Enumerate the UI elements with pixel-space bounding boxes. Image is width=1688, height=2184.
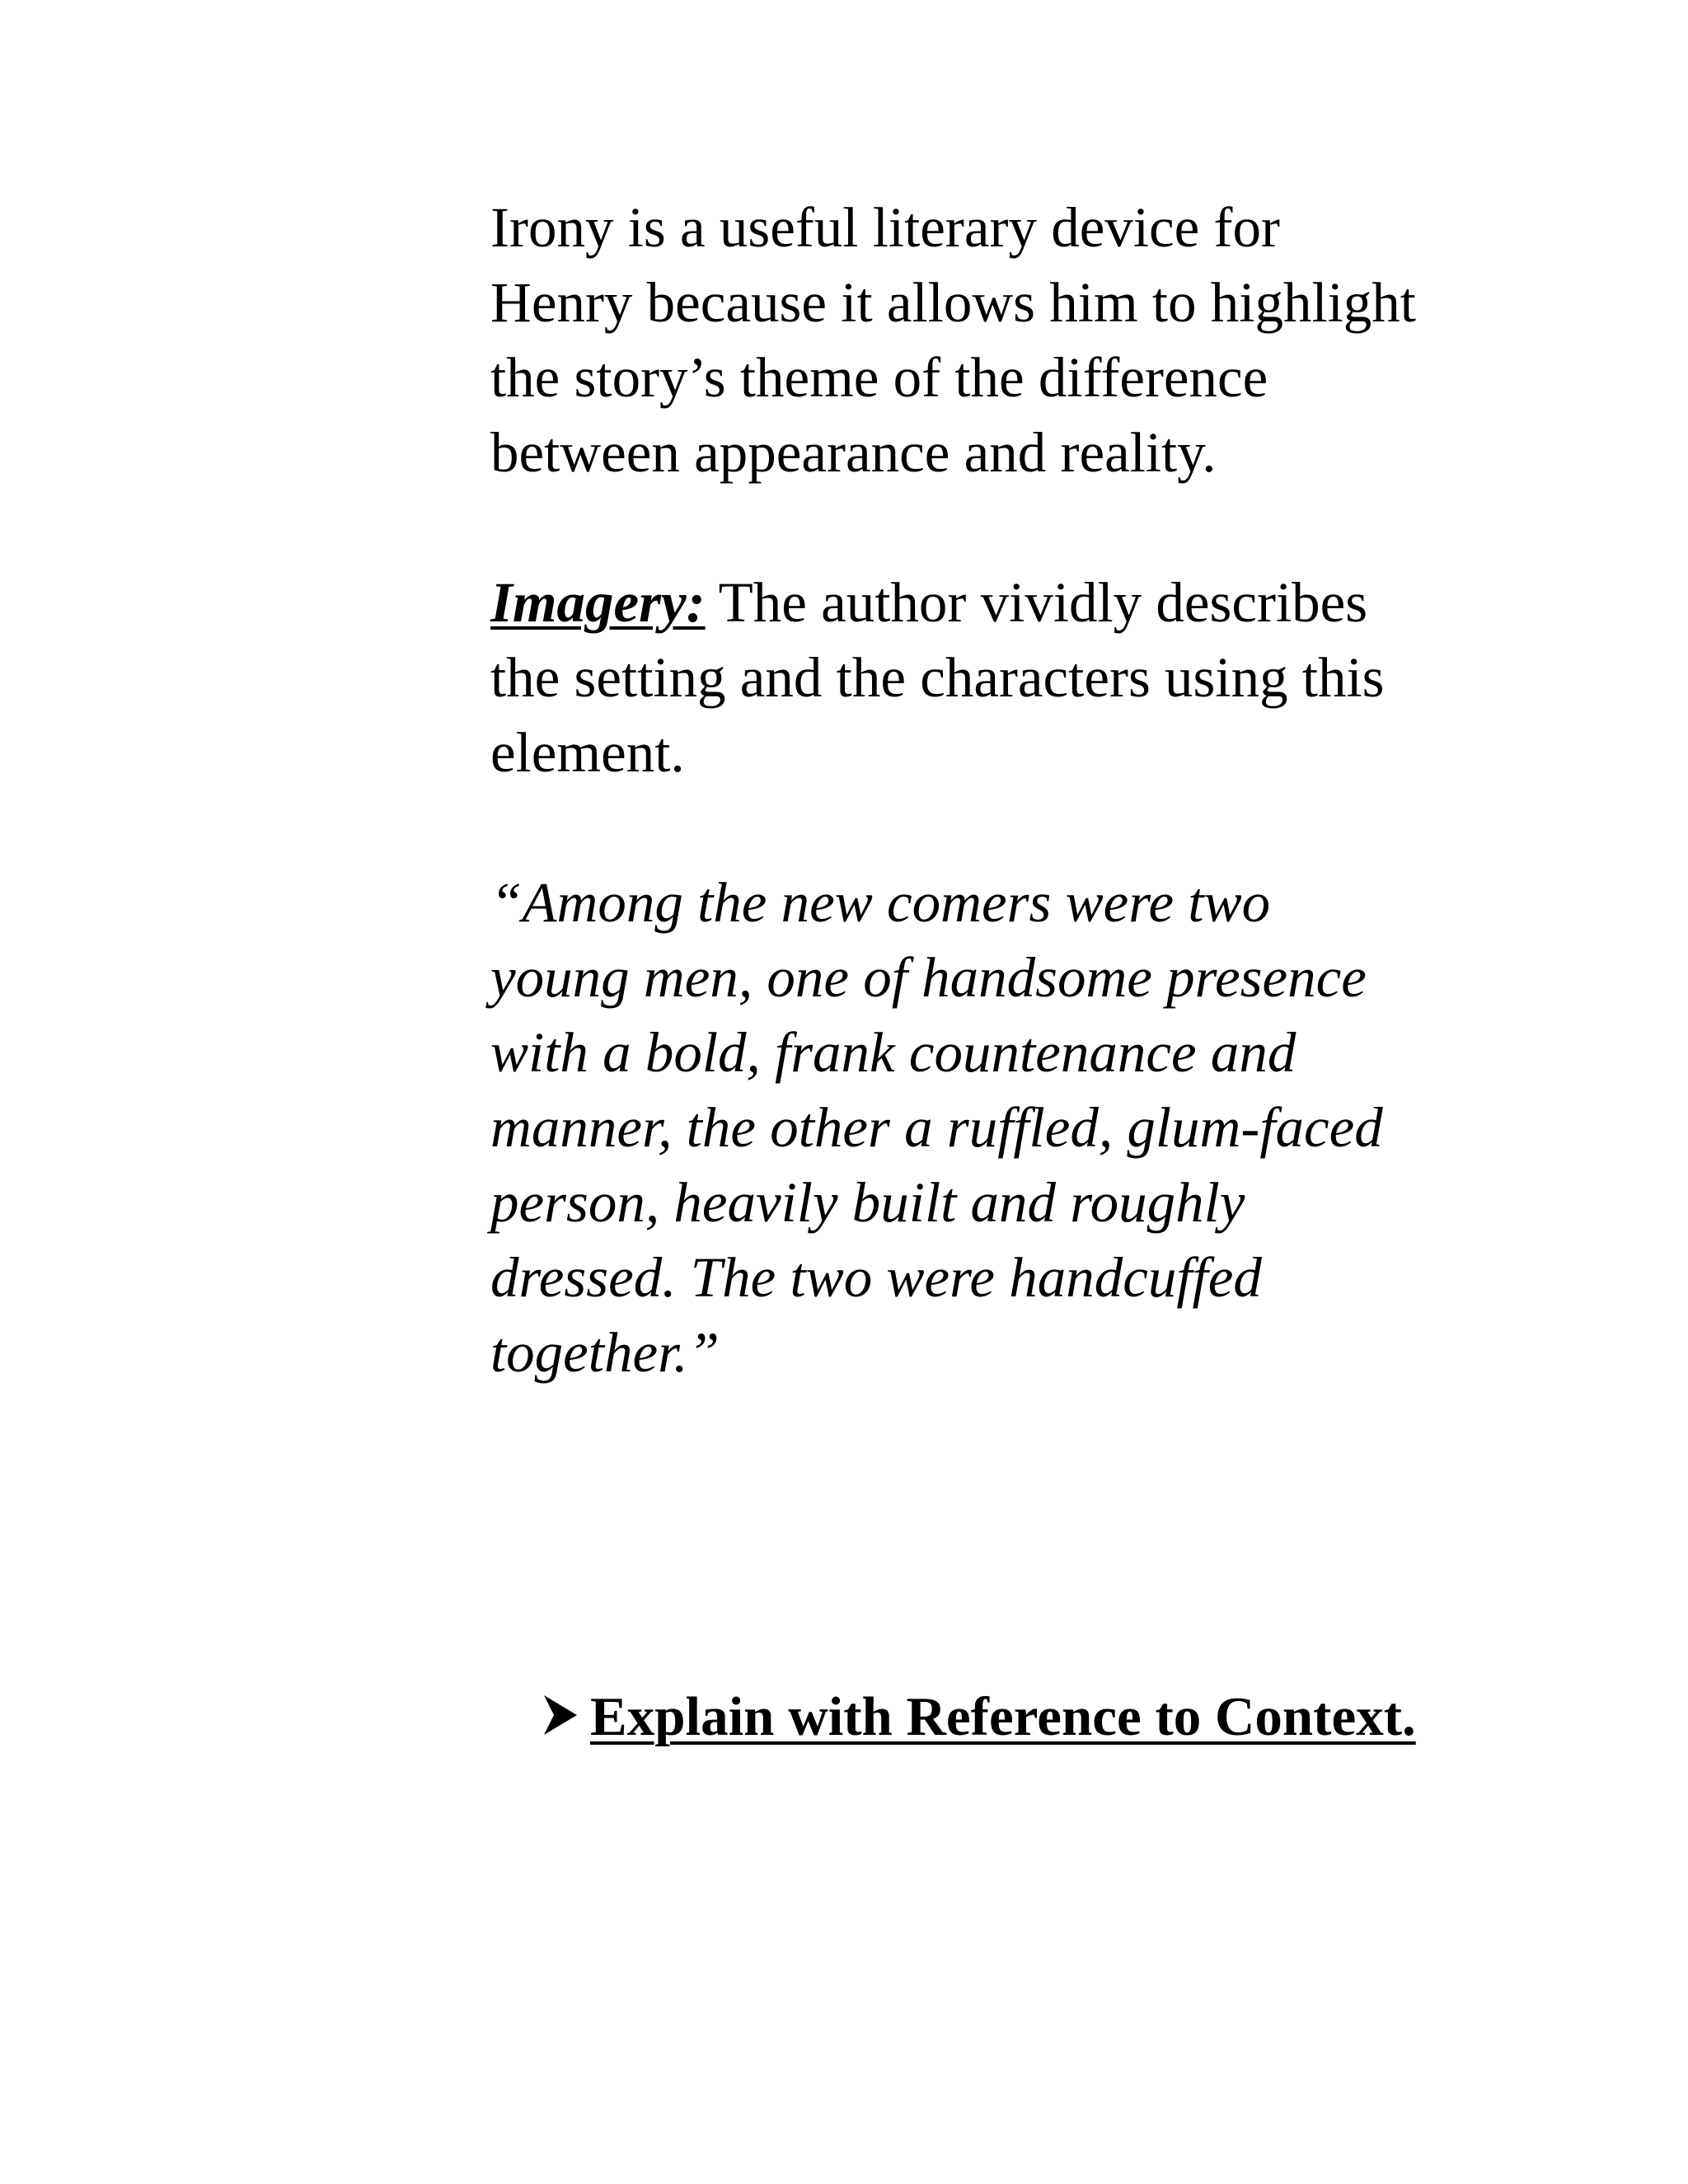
paragraph-line: between appearance and reality. bbox=[490, 421, 1217, 484]
paragraph-line: element. bbox=[490, 721, 685, 784]
paragraph-line: Irony is a useful literary device for bbox=[490, 196, 1280, 259]
arrow-bullet-icon bbox=[542, 1681, 579, 1724]
quote-line: person, heavily built and roughly bbox=[490, 1171, 1245, 1234]
quote-line: dressed. The two were handcuffed bbox=[490, 1246, 1262, 1309]
irony-paragraph bbox=[490, 190, 1504, 490]
quote-line: together.” bbox=[490, 1321, 720, 1384]
section-heading-text: Explain with Reference to Context. bbox=[590, 1686, 1416, 1747]
paragraph-line: Henry because it allows him to highlight bbox=[490, 271, 1416, 334]
quote-line: young men, one of handsome presence bbox=[490, 946, 1367, 1009]
quote-line: “Among the new comers were two bbox=[490, 871, 1271, 934]
quote-line: with a bold, frank countenance and bbox=[490, 1021, 1296, 1084]
paragraph-line bbox=[490, 565, 1504, 640]
paragraph-line: the story’s theme of the difference bbox=[490, 346, 1268, 409]
imagery-label: Imagery: bbox=[490, 571, 706, 634]
imagery-paragraph bbox=[490, 565, 1504, 790]
quote-line: manner, the other a ruffled, glum-faced bbox=[490, 1096, 1383, 1159]
imagery-line-rest: The author vividly describes bbox=[705, 571, 1368, 634]
paragraph-line: the setting and the characters using this bbox=[490, 646, 1385, 709]
section-heading bbox=[542, 1680, 1416, 1755]
quotation bbox=[490, 865, 1504, 1390]
